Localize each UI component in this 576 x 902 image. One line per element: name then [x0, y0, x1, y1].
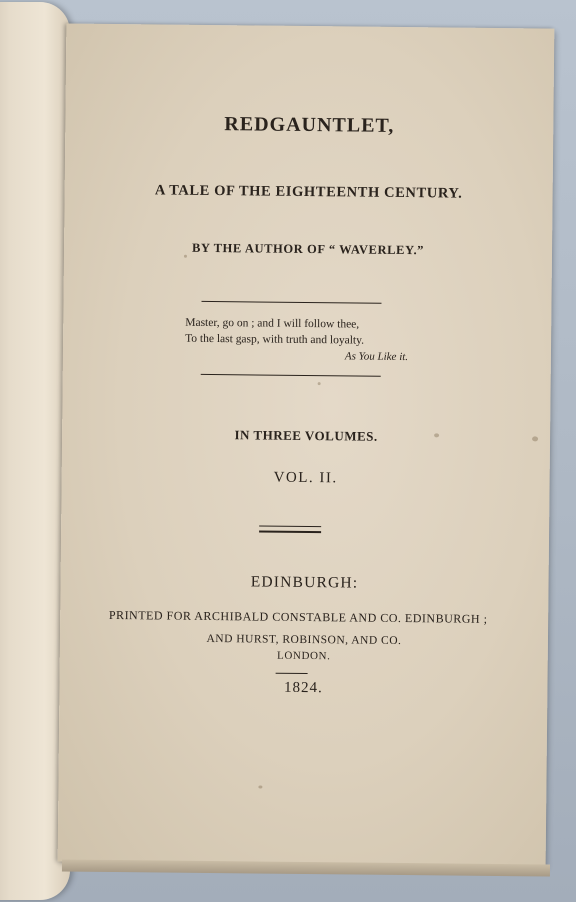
- printer-line-2: AND HURST, ROBINSON, AND CO.: [206, 632, 402, 648]
- foxing-spot: [258, 786, 262, 789]
- foxing-spot: [434, 433, 439, 437]
- printer-line-1: PRINTED FOR ARCHIBALD CONSTABLE AND CO. EDINBURGH ;: [108, 607, 488, 626]
- epigraph-bottom-rule: [201, 374, 381, 377]
- epigraph-attribution: As You Like it.: [344, 350, 409, 364]
- year-rule: [276, 673, 308, 674]
- epigraph-line-1: Master, go on ; and I will follow thee,: [185, 316, 360, 331]
- imprint-city: EDINBURGH:: [250, 573, 359, 592]
- book-title: REDGAUNTLET,: [224, 113, 395, 137]
- foxing-spot: [318, 382, 321, 385]
- epigraph-top-rule: [201, 301, 381, 304]
- foxing-spot: [532, 436, 538, 441]
- epigraph-line-2: To the last gasp, with truth and loyalty.: [185, 332, 365, 347]
- volumes-note: IN THREE VOLUMES.: [234, 427, 378, 444]
- foxing-spot: [184, 255, 187, 258]
- volume-number: VOL. II.: [273, 469, 338, 487]
- publication-year: 1824.: [283, 679, 323, 697]
- printer-line-3: LONDON.: [277, 649, 331, 663]
- author-credit: BY THE AUTHOR OF “ WAVERLEY.”: [191, 240, 425, 258]
- ornamental-double-rule: [259, 526, 321, 534]
- book-title-page: [58, 23, 555, 866]
- epigraph: [185, 315, 409, 364]
- book-subtitle: A TALE OF THE EIGHTEENTH CENTURY.: [154, 182, 463, 202]
